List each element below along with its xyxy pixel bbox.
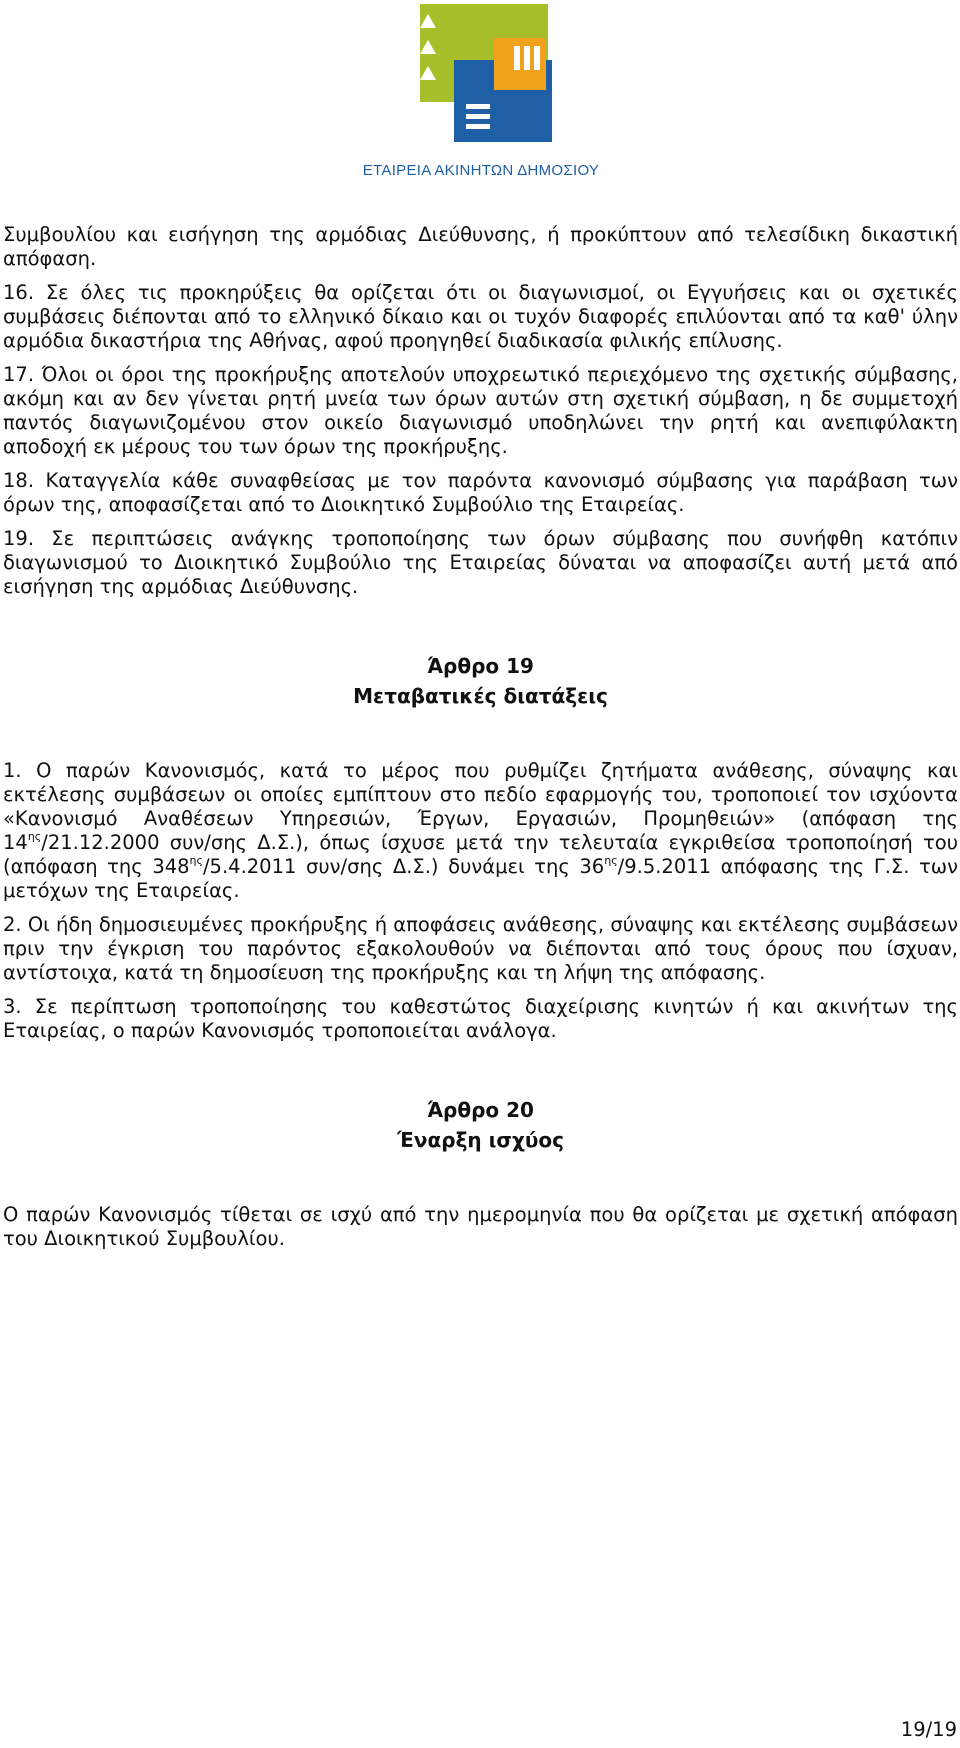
item-19: 19. Σε περιπτώσεις ανάγκης τροποποίησης των όρων σύμβασης που συνήφθη κατόπιν διαγωνισμού το Διοικητικό Συμβούλιο της Εταιρείας δύναται να αποφασίζει αυτή μετά από εισήγηση της αρμόδιας Διεύθυνσης. xyxy=(3,527,958,598)
item-16: 16. Σε όλες τις προκηρύξεις θα ορίζεται ότι οι διαγωνισμοί, οι Εγγυήσεις και οι σχετικές συμβάσεις διέπονται από το ελληνικό δίκαιο και οι τυχόν διαφορές επιλύονται από τα καθ' ύλην αρμόδια δικαστήρια της Αθήνας, αφού προηγηθεί διαδικασία φιλικής επίλυσης. xyxy=(3,281,958,352)
article-20-number: Άρθρο 20 xyxy=(427,1098,534,1122)
page-number: 19/19 xyxy=(900,1718,957,1741)
article-20-title: Έναρξη ισχύος xyxy=(397,1128,564,1152)
company-logo xyxy=(346,0,616,184)
item-17: 17. Όλοι οι όροι της προκήρυξης αποτελούν υποχρεωτικό περιεχόμενο της σχετικής σύμβασης, ακόμη και αν δεν γίνεται ρητή μνεία των όρων αυτών στη σχετική σύμβαση, η δε συμμετοχή παντός διαγωνιζομένου στον οικείο διαγωνισμό υποδηλώνει την ρητή και ανεπιφύλακτη αποδοχή εκ μέρους του των όρων της προκήρυξης. xyxy=(3,363,958,458)
article-19-number: Άρθρο 19 xyxy=(427,654,534,678)
logo-mark-icon xyxy=(346,0,616,184)
document-body xyxy=(3,223,958,1261)
article-20-paragraph-1: Ο παρών Κανονισμός τίθεται σε ισχύ από την ημερομηνία που θα ορίζεται με σχετική απόφαση του Διοικητικού Συμβουλίου. xyxy=(3,1203,958,1250)
item-18: 18. Καταγγελία κάθε συναφθείσας με τον παρόντα κανονισμό σύμβασης για παράβαση των όρων της, αποφασίζεται από το Διοικητικό Συμβούλιο της Εταιρείας. xyxy=(3,469,958,516)
article-19-title: Μεταβατικές διατάξεις xyxy=(353,684,608,708)
intro-paragraph: Συμβουλίου και εισήγηση της αρμόδιας Διεύθυνσης, ή προκύπτουν από τελεσίδικη δικαστική απόφαση. xyxy=(3,223,958,270)
article-19-paragraph-2: 2. Οι ήδη δημοσιευμένες προκήρυξης ή αποφάσεις ανάθεσης, σύναψης και εκτέλεσης συμβάσεων πριν την έγκριση του παρόντος εξακολουθούν να διέπονται από τους όρους που ίσχυαν, αντίστοιχα, κατά τη δημοσίευση της προκήρυξης και τη λήψη της απόφασης. xyxy=(3,913,958,984)
logo-caption: ΕΤΑΙΡΕΙΑ ΑΚΙΝΗΤΩΝ ΔΗΜΟΣΙΟΥ xyxy=(362,162,600,179)
article-19-paragraph-3: 3. Σε περίπτωση τροποποίησης του καθεστώτος διαχείρισης κινητών ή και ακινήτων της Εταιρείας, ο παρών Κανονισμός τροποποιείται ανάλογα. xyxy=(3,995,958,1042)
article-19-paragraph-1: 1. Ο παρών Κανονισμός, κατά το μέρος που ρυθμίζει ζητήματα ανάθεσης, σύναψης και εκτέλεσης συμβάσεων οι οποίες εμπίπτουν στο πεδίο εφαρμογής του, τροποποιεί τον ισχύοντα «Κανονισμό Αναθέσεων Υπηρεσιών, Έργων, Εργασιών, Προμηθειών» (απόφαση της $14^{\eta\varsigma}/21.12.2000$ συν/σης Δ.Σ.), όπως ίσχυσε μετά την τελευταία εγκριθείσα τροποποίησή του (απόφαση της $348^{\eta\varsigma}/5.4.2011$ συν/σης Δ.Σ.) δυνάμει της $36^{\eta\varsigma}/9.5.2011$ απόφασης της Γ.Σ. των μετόχων της Εταιρείας. xyxy=(3,759,958,902)
